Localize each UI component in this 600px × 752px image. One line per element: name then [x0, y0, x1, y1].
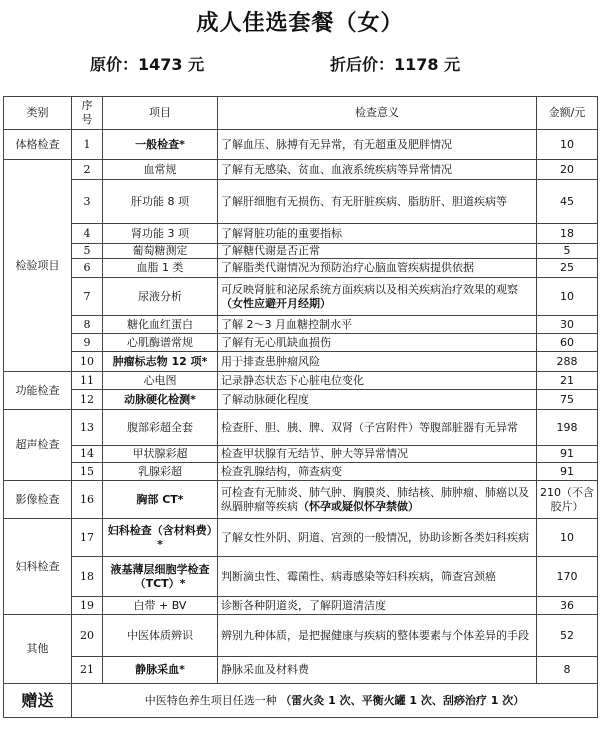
seq-cell: 11: [72, 372, 103, 390]
item-cell: 肝功能 8 项: [103, 180, 218, 224]
meaning-note: （怀孕或疑似怀孕禁做）: [298, 499, 419, 513]
category-cell: 超声检查: [4, 410, 72, 481]
item-cell: 白带 + BV: [103, 597, 218, 615]
amount-cell: 91: [537, 463, 598, 481]
meaning-text: 用于排查患肿瘤风险: [221, 354, 320, 368]
item-cell: 心肌酶谱常规: [103, 334, 218, 352]
meaning-cell: [218, 446, 537, 463]
seq-cell: 9: [72, 334, 103, 352]
item-cell: 肿瘤标志物 12 项*: [103, 352, 218, 372]
meaning-text: 了解肾脏功能的重要指标: [221, 226, 342, 240]
item-cell: 一般检查*: [103, 130, 218, 160]
table-header-row: [4, 97, 598, 130]
seq-cell: 21: [72, 657, 103, 684]
table-row: [4, 244, 598, 259]
item-cell: 糖化血红蛋白: [103, 316, 218, 334]
meaning-text: 了解脂类代谢情况为预防治疗心脑血管疾病提供依据: [221, 261, 474, 274]
meaning-text: 检查肝、胆、胰、脾、双肾（子宫附件）等腹部脏器有无异常: [221, 420, 518, 434]
amount-cell: 10: [537, 130, 598, 160]
header-meaning: 检查意义: [218, 97, 537, 130]
meaning-cell: [218, 657, 537, 684]
category-cell: 影像检查: [4, 481, 72, 519]
meaning-text: 辨别九种体质，是把握健康与疾病的整体要素与个体差异的手段: [221, 628, 529, 642]
meaning-cell: [218, 597, 537, 615]
seq-cell: 12: [72, 390, 103, 410]
item-cell: 乳腺彩超: [103, 463, 218, 481]
seq-cell: 14: [72, 446, 103, 463]
header-item: 项目: [103, 97, 218, 130]
amount-cell: 198: [537, 410, 598, 446]
meaning-cell: [218, 244, 537, 259]
table-row: [4, 410, 598, 446]
seq-cell: 17: [72, 519, 103, 557]
header-category: 类别: [4, 97, 72, 130]
table-row: [4, 224, 598, 244]
header-amount: 金额/元: [537, 97, 598, 130]
amount-cell: 5: [537, 244, 598, 259]
meaning-text: 检查乳腺结构，筛查病变: [221, 464, 342, 478]
seq-cell: 5: [72, 244, 103, 259]
category-cell: 功能检查: [4, 372, 72, 410]
item-cell: 尿液分析: [103, 278, 218, 316]
gift-text: 中医特色养生项目任选一种: [144, 693, 277, 707]
meaning-text: 判断滴虫性、霉菌性、病毒感染等妇科疾病，筛查宫颈癌: [221, 569, 496, 583]
table-row: [4, 334, 598, 352]
meaning-cell: [218, 224, 537, 244]
item-cell: 静脉采血*: [103, 657, 218, 684]
gift-options: （雷火灸 1 次、平衡火罐 1 次、刮痧治疗 1 次）: [280, 693, 525, 707]
category-cell: 妇科检查: [4, 519, 72, 615]
table-row: [4, 615, 598, 657]
item-cell: 液基薄层细胞学检查（TCT）*: [103, 557, 218, 597]
amount-cell: 8: [537, 657, 598, 684]
item-cell: 中医体质辨识: [103, 615, 218, 657]
amount-cell: 288: [537, 352, 598, 372]
category-cell: 体格检查: [4, 130, 72, 160]
meaning-text: 了解女性外阴、阴道、宫颈的一般情况，协助诊断各类妇科疾病: [221, 530, 529, 544]
amount-cell: 52: [537, 615, 598, 657]
seq-cell: 13: [72, 410, 103, 446]
table-row: [4, 316, 598, 334]
table-row: [4, 160, 598, 180]
meaning-text: 检查甲状腺有无结节、肿大等异常情况: [221, 447, 408, 460]
amount-cell: 25: [537, 259, 598, 278]
gift-content: [72, 684, 598, 718]
item-cell: 肾功能 3 项: [103, 224, 218, 244]
seq-cell: 8: [72, 316, 103, 334]
item-cell: 葡萄糖测定: [103, 244, 218, 259]
seq-cell: 7: [72, 278, 103, 316]
meaning-cell: [218, 372, 537, 390]
page-title: 成人佳选套餐（女）: [196, 11, 404, 36]
amount-cell: 60: [537, 334, 598, 352]
meaning-text: 静脉采血及材料费: [221, 663, 309, 676]
table-row: [4, 180, 598, 224]
table-row: [4, 130, 598, 160]
meaning-cell: [218, 557, 537, 597]
item-cell: 动脉硬化检测*: [103, 390, 218, 410]
original-price: 原价：1473 元: [90, 55, 205, 74]
seq-cell: 18: [72, 557, 103, 597]
table-row: [4, 519, 598, 557]
discount-price: 折后价：1178 元: [330, 55, 461, 74]
table-row: [4, 657, 598, 684]
meaning-cell: [218, 316, 537, 334]
item-cell: 血脂 1 类: [103, 259, 218, 278]
item-cell: 血常规: [103, 160, 218, 180]
meaning-cell: [218, 180, 537, 224]
meaning-cell: [218, 481, 537, 519]
seq-cell: 4: [72, 224, 103, 244]
meaning-cell: [218, 130, 537, 160]
meaning-cell: [218, 259, 537, 278]
gift-row: [4, 684, 598, 718]
table-row: [4, 390, 598, 410]
table-row: [4, 352, 598, 372]
meaning-cell: [218, 615, 537, 657]
seq-cell: 10: [72, 352, 103, 372]
table-row: [4, 597, 598, 615]
seq-cell: 19: [72, 597, 103, 615]
meaning-cell: [218, 463, 537, 481]
table-row: [4, 278, 598, 316]
table-row: [4, 557, 598, 597]
seq-cell: 3: [72, 180, 103, 224]
meaning-cell: [218, 352, 537, 372]
table-row: [4, 463, 598, 481]
table-row: [4, 372, 598, 390]
meaning-cell: [218, 334, 537, 352]
item-cell: 甲状腺彩超: [103, 446, 218, 463]
header-seq: 序 号: [72, 97, 103, 130]
meaning-text: 了解血压、脉搏有无异常，有无超重及肥胖情况: [221, 137, 452, 151]
item-cell: 心电图: [103, 372, 218, 390]
seq-cell: 20: [72, 615, 103, 657]
amount-cell: 45: [537, 180, 598, 224]
amount-cell: 210（不含胶片）: [537, 481, 598, 519]
meaning-text: 记录静态状态下心脏电位变化: [221, 373, 364, 387]
amount-cell: 20: [537, 160, 598, 180]
amount-cell: 10: [537, 519, 598, 557]
category-cell: 其他: [4, 615, 72, 684]
meaning-cell: [218, 278, 537, 316]
meaning-text: 了解糖代谢是否正常: [221, 244, 320, 257]
amount-cell: 75: [537, 390, 598, 410]
item-cell: 腹部彩超全套: [103, 410, 218, 446]
amount-cell: 30: [537, 316, 598, 334]
item-cell: 胸部 CT*: [103, 481, 218, 519]
meaning-text: 了解肝细胞有无损伤、有无肝脏疾病、脂肪肝、胆道疾病等: [221, 194, 507, 208]
meaning-text: 了解动脉硬化程度: [221, 392, 309, 406]
price-bar: [0, 52, 600, 74]
meaning-cell: [218, 160, 537, 180]
meaning-cell: [218, 519, 537, 557]
table-row: [4, 446, 598, 463]
meaning-cell: [218, 390, 537, 410]
category-cell: 检验项目: [4, 160, 72, 372]
meaning-note: （女性应避开月经期）: [221, 296, 331, 310]
amount-cell: 91: [537, 446, 598, 463]
meaning-cell: [218, 410, 537, 446]
seq-cell: 1: [72, 130, 103, 160]
meaning-text: 诊断各种阴道炎，了解阴道清洁度: [221, 598, 386, 612]
seq-cell: 15: [72, 463, 103, 481]
amount-cell: 36: [537, 597, 598, 615]
table-row: [4, 481, 598, 519]
meaning-text: 了解有无心肌缺血损伤: [221, 335, 331, 349]
meaning-text: 了解 2～3 月血糖控制水平: [221, 317, 352, 331]
table-row: [4, 259, 598, 278]
amount-cell: 170: [537, 557, 598, 597]
meaning-text: 可检查有无肺炎、肺气肿、胸膜炎、肺结核、肺肿瘤、肺癌以及纵膈肿瘤等疾病: [221, 485, 529, 513]
amount-cell: 18: [537, 224, 598, 244]
item-cell: 妇科检查（含材料费）*: [103, 519, 218, 557]
seq-cell: 16: [72, 481, 103, 519]
amount-cell: 21: [537, 372, 598, 390]
amount-cell: 10: [537, 278, 598, 316]
gift-label: 赠送: [4, 684, 72, 718]
meaning-text: 可反映肾脏和泌尿系统方面疾病以及相关疾病治疗效果的观察: [221, 282, 518, 296]
meaning-text: 了解有无感染、贫血、血液系统疾病等异常情况: [221, 162, 452, 176]
seq-cell: 6: [72, 259, 103, 278]
package-table: [3, 96, 598, 718]
seq-cell: 2: [72, 160, 103, 180]
